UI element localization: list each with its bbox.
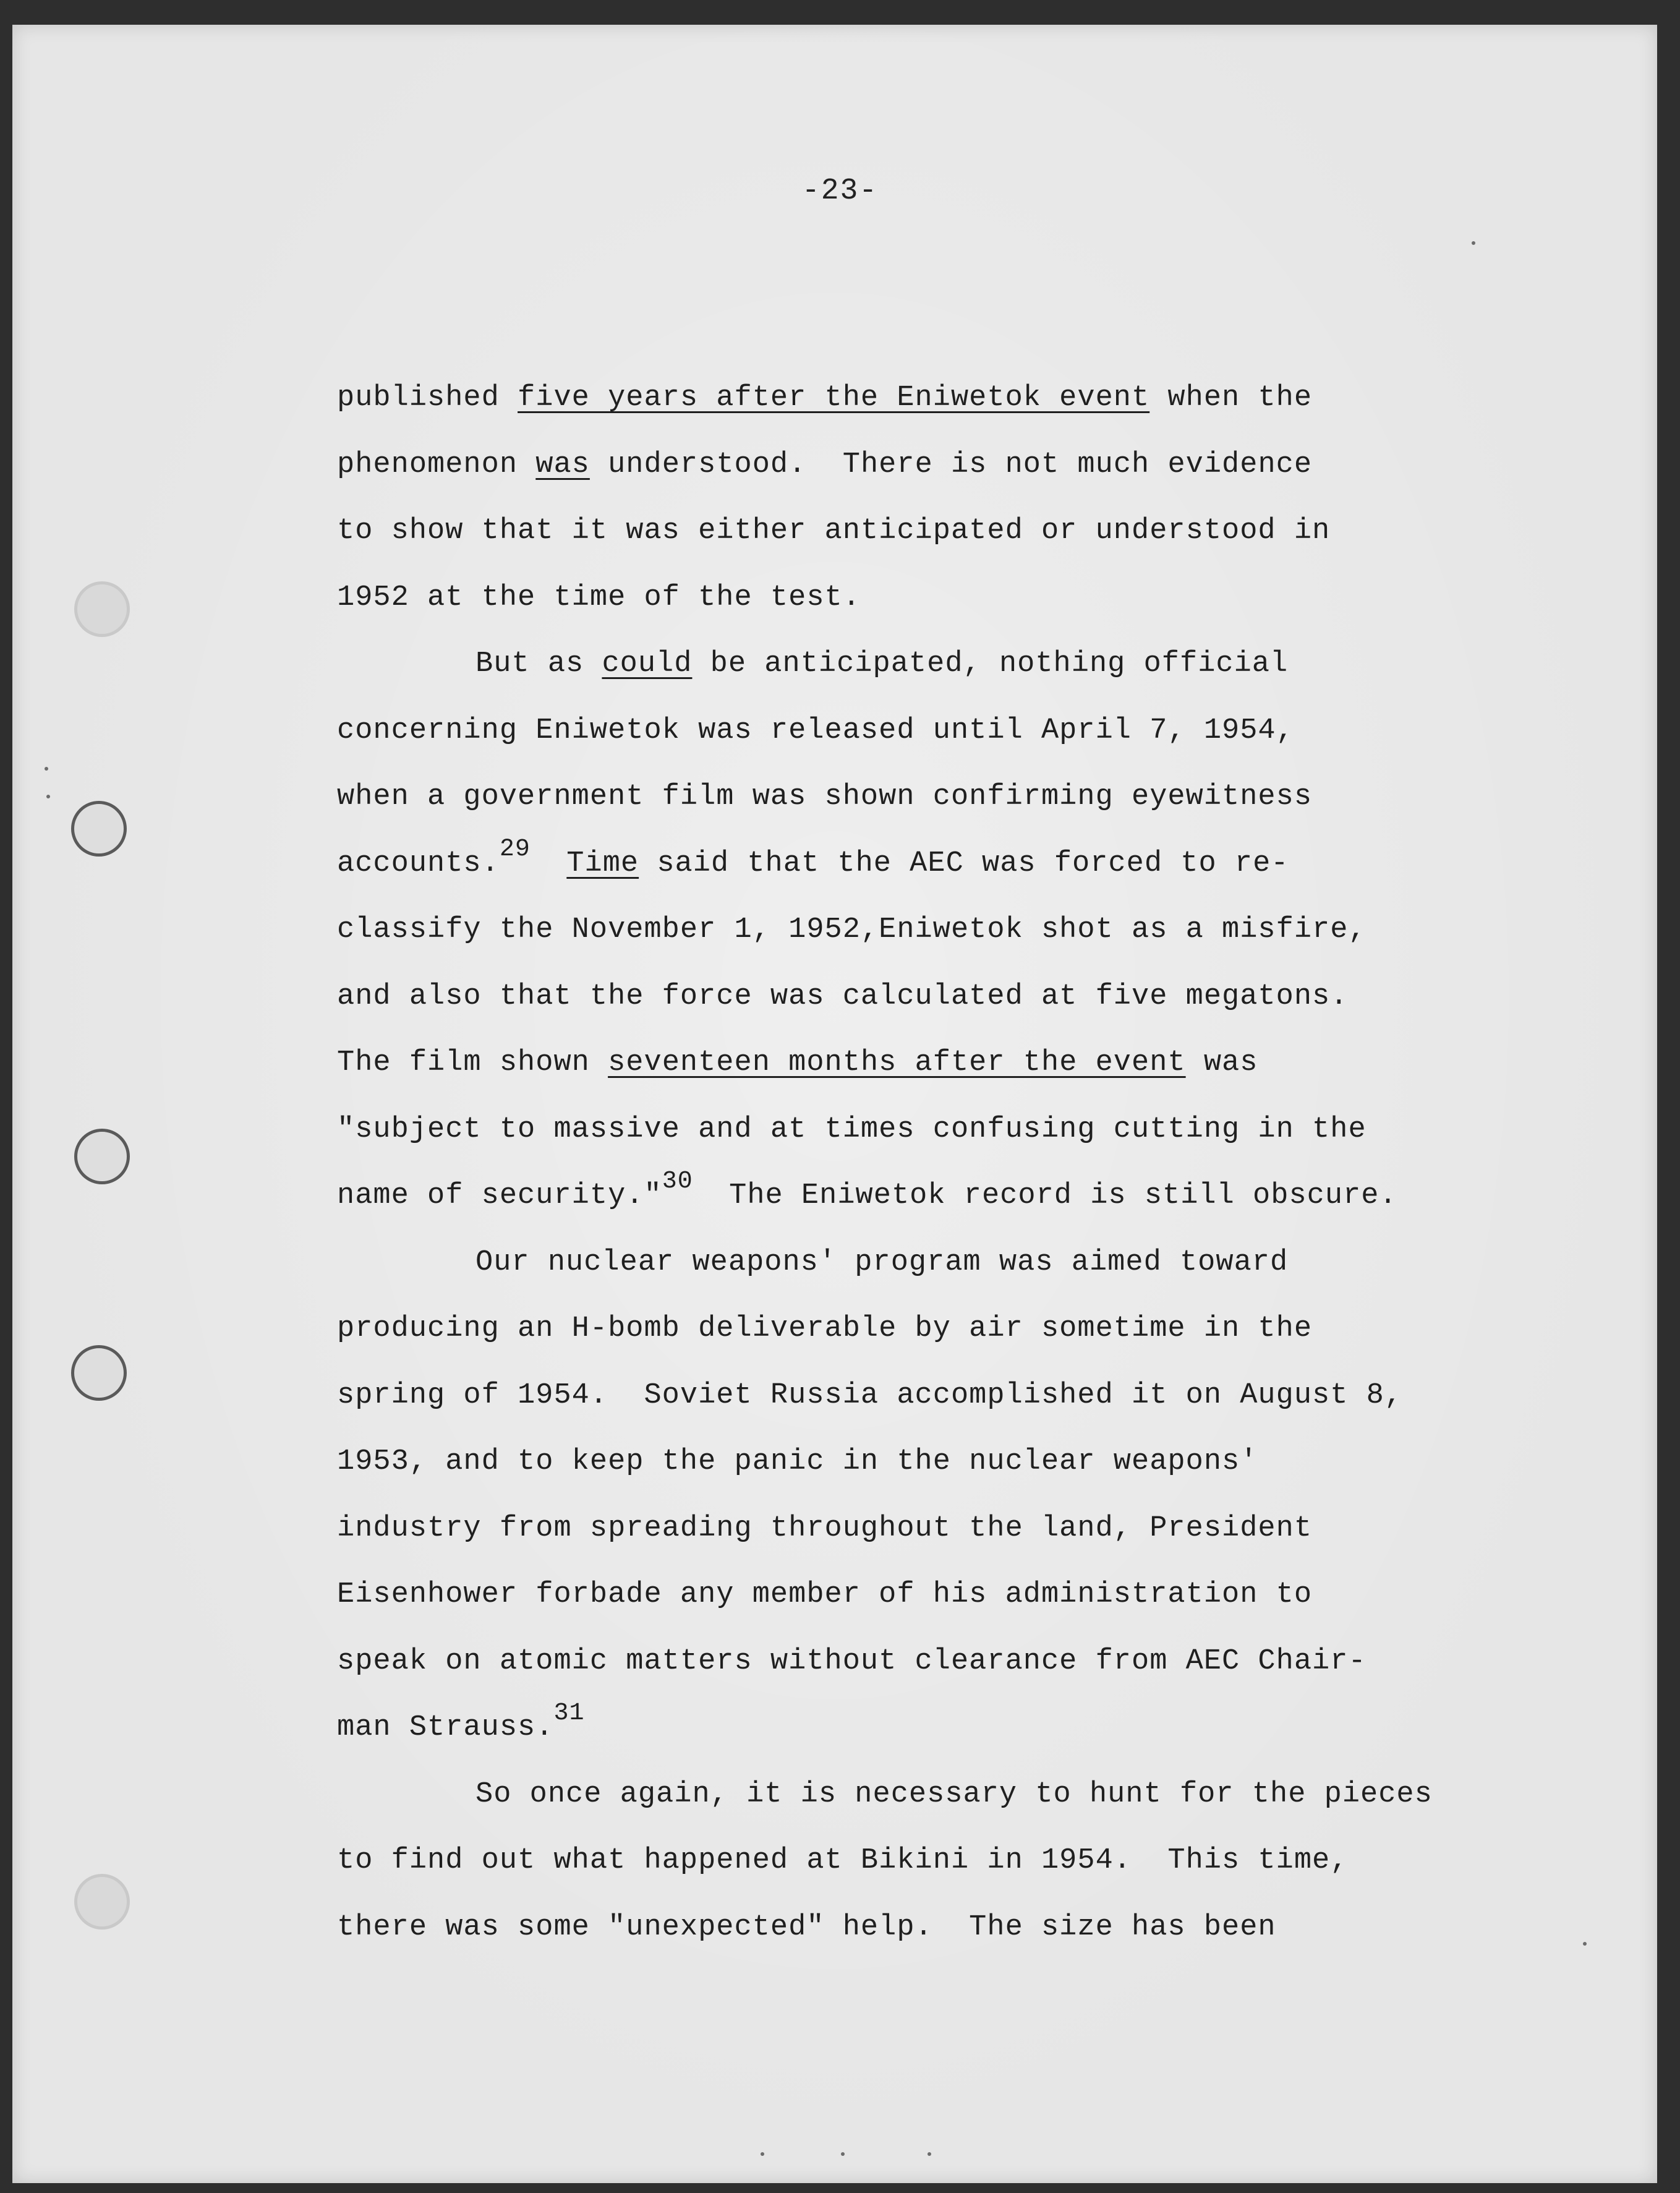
underlined-phrase: could [602, 648, 693, 680]
text-run: The film shown [337, 1046, 608, 1079]
text-run: published [337, 382, 518, 414]
dust-speck [1472, 241, 1475, 245]
dust-speck [45, 767, 48, 771]
punch-hole-lower [71, 1345, 127, 1401]
text-run: was [1185, 1046, 1258, 1079]
text-run: But as [475, 648, 602, 680]
text-line: to show that it was either anticipated or understood in [337, 515, 1331, 547]
text-line [337, 1163, 1574, 1229]
body-text [337, 365, 1574, 1960]
text-line [337, 631, 1574, 698]
text-line: spring of 1954. Soviet Russia accomplished it on August 8, [337, 1379, 1403, 1412]
dust-speck [761, 2152, 764, 2156]
underlined-phrase: five years after the Eniwetok event [518, 382, 1150, 414]
text-run: The Eniwetok record is still obscure. [693, 1179, 1397, 1212]
page-number: -23- [801, 174, 879, 208]
text-line [337, 365, 1574, 432]
text-run: name of security." [337, 1179, 662, 1212]
footnote-marker: 29 [499, 835, 531, 863]
text-line: and also that the force was calculated at five megatons. [337, 980, 1349, 1013]
text-line: Our nuclear weapons' program was aimed toward [475, 1246, 1289, 1279]
dust-speck [841, 2152, 845, 2156]
punch-hole-top [74, 581, 130, 637]
text-run: when the [1149, 382, 1313, 414]
text-run: said that the AEC was forced to re- [639, 847, 1289, 880]
underlined-phrase: was [535, 448, 590, 481]
text-line: 1952 at the time of the test. [337, 581, 861, 614]
footnote-marker: 31 [553, 1699, 585, 1728]
text-line: "subject to massive and at times confusing cutting in the [337, 1113, 1367, 1146]
dust-speck [46, 795, 50, 798]
text-line: to find out what happened at Bikini in 1954. This time, [337, 1844, 1349, 1877]
footnote-marker: 30 [662, 1168, 693, 1196]
text-line: 1953, and to keep the panic in the nuclear weapons' [337, 1445, 1258, 1478]
text-line: concerning Eniwetok was released until April 7, 1954, [337, 714, 1294, 747]
dust-speck [927, 2152, 931, 2156]
punch-hole-bottom [74, 1874, 130, 1930]
text-line [337, 1695, 1574, 1761]
text-run: phenomenon [337, 448, 536, 481]
punch-hole-middle [74, 1129, 130, 1184]
text-line: So once again, it is necessary to hunt for the pieces [475, 1777, 1433, 1811]
text-line: Eisenhower forbade any member of his administration to [337, 1578, 1313, 1611]
underlined-phrase: Time [566, 847, 639, 880]
text-line: speak on atomic matters without clearance from AEC Chair- [337, 1644, 1367, 1678]
text-run: be anticipated, nothing official [692, 648, 1289, 680]
text-line [337, 831, 1574, 897]
text-line: there was some "unexpected" help. The size has been [337, 1910, 1276, 1944]
text-run: man Strauss. [337, 1711, 554, 1744]
text-line [337, 432, 1574, 498]
punch-hole-upper [71, 801, 127, 857]
text-line: industry from spreading throughout the land, President [337, 1511, 1313, 1545]
text-run: understood. There is not much evidence [589, 448, 1313, 481]
text-line: classify the November 1, 1952,Eniwetok shot as a misfire, [337, 913, 1367, 946]
underlined-phrase: seventeen months after the event [608, 1046, 1186, 1079]
dust-speck [1583, 1942, 1587, 1946]
text-run: accounts. [337, 847, 500, 880]
text-line: producing an H-bomb deliverable by air sometime in the [337, 1312, 1313, 1345]
text-line [337, 1030, 1574, 1096]
text-line: when a government film was shown confirming eyewitness [337, 780, 1313, 813]
